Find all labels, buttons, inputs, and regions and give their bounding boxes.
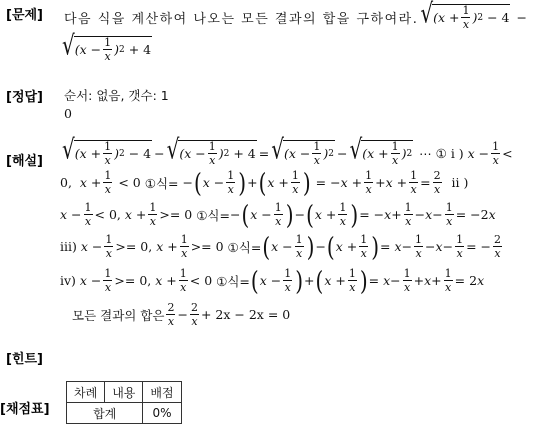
- total-label: 합계: [67, 403, 143, 424]
- case-3-mark: iii): [60, 239, 77, 254]
- eq-label-1: ①식=: [144, 175, 179, 191]
- scoring-table: [66, 381, 182, 424]
- answer-label: [정답]: [6, 90, 43, 105]
- result-1: $\frac{2}{x}$: [433, 169, 441, 196]
- solution-label: [해설]: [6, 154, 43, 169]
- solution-line-4: iii) x − $\frac{1}{x}$ >= 0, x + $\frac{1}{x}$ >= 0 ①식= ( x − $\frac{1}{x}$ ) − ( x + $\frac{1}{x}$ ) = x − $\frac{1}{x}$ − x − $\frac{1}{x}$ = − $\frac{2}{x}$: [60, 230, 501, 263]
- question-label: [문제]: [6, 8, 43, 23]
- sqrt-expression-2: √ (x − 1 x ) 2 + 4: [62, 28, 152, 63]
- table-total-row: [67, 403, 182, 424]
- solution-line-1: √ (x + 1 x ) 2 − 4 − √ (x − 1 x ) 2 + 4 = √ (x − 1 x ) 2 − √ (x + 1 x ) 2 ⋯ ① i ) x − $\frac{1}{x}$ <: [62, 132, 513, 167]
- final-tail: + 2x − 2x = 0: [200, 307, 291, 322]
- question-line-1: 다음 식을 계산하여 나오는 모든 결과의 합을 구하여라. √ (x + 1 x ) 2 − 4 −: [64, 0, 527, 31]
- eq-label-2: ①식=: [196, 207, 230, 223]
- case-4-mark: iv): [60, 273, 76, 288]
- cond-ge-1: >= 0: [159, 207, 193, 222]
- total-value: 0%: [143, 403, 181, 424]
- sqrt-expression-1: √ (x + 1 x ) 2 − 4: [420, 0, 510, 31]
- header-points: 배점: [143, 382, 181, 403]
- answer-line-2: 0: [64, 106, 72, 121]
- answer-line-1: 순서: 없음, 갯수: 1: [64, 88, 169, 103]
- cond-lt-1: < 0,: [94, 207, 121, 222]
- eq-label-4: ①식=: [216, 273, 250, 289]
- case-1-mark: ① i ): [435, 145, 464, 161]
- header-order: 차례: [67, 382, 105, 403]
- case-2-mark: ii ): [451, 175, 469, 190]
- table-header-row: [67, 382, 182, 403]
- question-text: 다음 식을 계산하여 나오는 모든 결과의 합을 구하여라.: [64, 11, 419, 27]
- final-text: 모든 결과의 합은: [72, 307, 165, 323]
- solution-line-3: x − $\frac{1}{x}$ < 0, x + $\frac{1}{x}$ >= 0 ①식= − ( x − $\frac{1}{x}$ ) − ( x + $\frac{1}{x}$ ) = − x + $\frac{1}{x}$ − x − $\frac{1}{x}$ = −2 x: [60, 198, 496, 231]
- solution-line-5: iv) x − $\frac{1}{x}$ >= 0, x + $\frac{1}{x}$ < 0 ①식= ( x − $\frac{1}{x}$ ) + ( x + $\frac{1}{x}$ ) = x − $\frac{1}{x}$ + x + $\frac{1}{x}$ = 2 x: [60, 264, 485, 297]
- hint-label: [힌트]: [6, 352, 43, 367]
- scoring-label: [채점표]: [0, 402, 50, 417]
- cond-ge-2: >= 0: [190, 239, 224, 254]
- solution-line-2: 0, x + $\frac{1}{x}$ < 0 ①식= − ( x − $\frac{1}{x}$ ) + ( x + $\frac{1}{x}$ ) = − x + $\frac{1}{x}$ + x + $\frac{1}{x}$ = $\frac{2}{x}$ ii ): [60, 166, 469, 199]
- eq-label-3: ①식=: [227, 239, 262, 255]
- question-line-2: [60, 28, 154, 63]
- header-content: 내용: [105, 382, 143, 403]
- solution-final-line: 모든 결과의 합은 2 x − $\frac{2}{x}$ + 2x − 2x = 0: [72, 301, 291, 328]
